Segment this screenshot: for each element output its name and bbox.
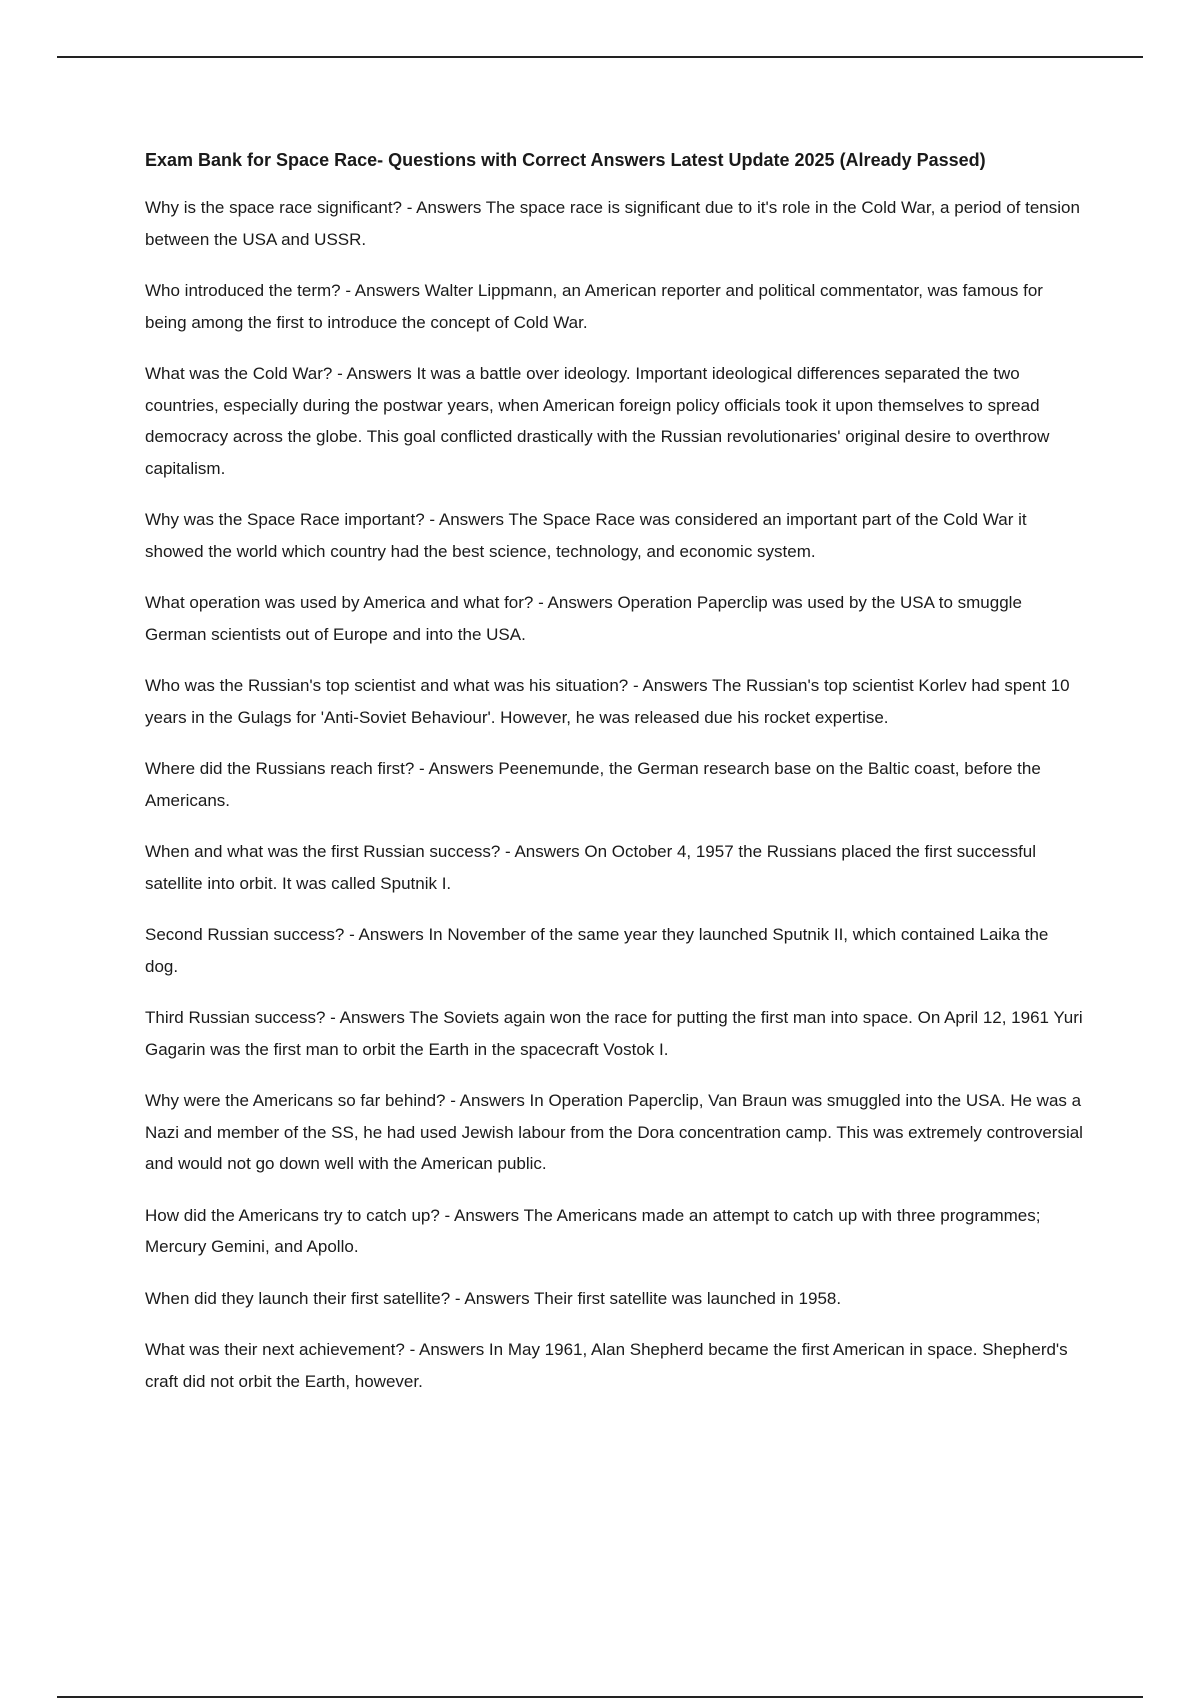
qa-entry — [145, 1002, 1085, 1065]
qa-text: Why were the Americans so far behind? - Answers In Operation Paperclip, Van Braun was smuggled into the USA. He was a Nazi and member of the SS, he had used Jewish labour from the Dora concentration camp. This was extremely controversial and would not go down well with the American public. — [145, 1091, 1083, 1173]
qa-text: Why was the Space Race important? - Answers The Space Race was considered an important part of the Cold War it showed the world which country had the best science, technology, and economic system. — [145, 510, 1027, 561]
document-body — [145, 144, 1085, 1417]
qa-text: What operation was used by America and what for? - Answers Operation Paperclip was used by the USA to smuggle German scientists out of Europe and into the USA. — [145, 593, 1022, 644]
qa-entry — [145, 753, 1085, 816]
qa-entry — [145, 504, 1085, 567]
qa-text: Third Russian success? - Answers The Soviets again won the race for putting the first man into space. On April 12, 1961 Yuri Gagarin was the first man to orbit the Earth in the spacecraft Vostok I. — [145, 1008, 1083, 1059]
footer-rule — [57, 1696, 1143, 1698]
qa-entry — [145, 587, 1085, 650]
qa-text: Why is the space race significant? - Answers The space race is significant due to it's role in the Cold War, a period of tension between the USA and USSR. — [145, 198, 1080, 249]
qa-text: Who introduced the term? - Answers Walter Lippmann, an American reporter and political commentator, was famous for being among the first to introduce the concept of Cold War. — [145, 281, 1043, 332]
qa-text: When did they launch their first satellite? - Answers Their first satellite was launched in 1958. — [145, 1288, 842, 1308]
qa-text: What was their next achievement? - Answers In May 1961, Alan Shepherd became the first American in space. Shepherd's craft did not orbit the Earth, however. — [145, 1340, 1068, 1391]
qa-entry — [145, 670, 1085, 733]
qa-text: Second Russian success? - Answers In November of the same year they launched Sputnik II, which contained Laika the dog. — [145, 925, 1049, 976]
qa-entry — [145, 1200, 1085, 1263]
qa-text: How did the Americans try to catch up? - Answers The Americans made an attempt to catch up with three programmes; Mercury Gemini, and Apollo. — [145, 1205, 1041, 1256]
qa-entry — [145, 1334, 1085, 1397]
qa-text: Where did the Russians reach first? - Answers Peenemunde, the German research base on the Baltic coast, before the Americans. — [145, 759, 1041, 810]
qa-entry — [145, 1283, 1085, 1315]
qa-entry — [145, 919, 1085, 982]
qa-entry — [145, 358, 1085, 484]
document-title: Exam Bank for Space Race- Questions with Correct Answers Latest Update 2025 (Already Passed) — [145, 150, 986, 170]
qa-entry — [145, 275, 1085, 338]
qa-text: When and what was the first Russian success? - Answers On October 4, 1957 the Russians placed the first successful satellite into orbit. It was called Sputnik I. — [145, 842, 1037, 893]
qa-entry — [145, 192, 1085, 255]
qa-entry — [145, 836, 1085, 899]
qa-text: What was the Cold War? - Answers It was a battle over ideology. Important ideological differences separated the two countries, especially during the postwar years, when American foreign policy officials took it upon themselves to spread democracy across the globe. This goal conflicted drastically with the Russian revolutionaries' original desire to overthrow capitalism. — [145, 364, 1050, 478]
qa-entry — [145, 1085, 1085, 1180]
header-rule — [57, 56, 1143, 58]
qa-text: Who was the Russian's top scientist and what was his situation? - Answers The Russian's top scientist Korlev had spent 10 years in the Gulags for 'Anti-Soviet Behaviour'. However, he was released due his rocket expertise. — [145, 676, 1070, 727]
